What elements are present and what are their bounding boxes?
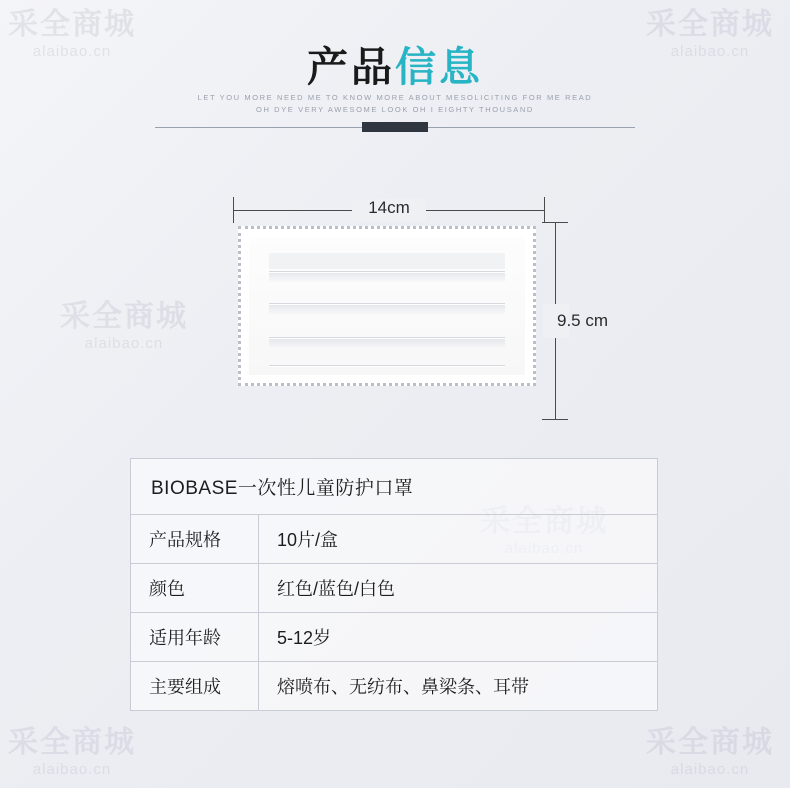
mask-body xyxy=(249,237,525,375)
mask-pleat xyxy=(269,365,505,366)
height-dimension xyxy=(541,222,621,420)
height-label: 9.5 cm xyxy=(557,311,609,330)
spec-key: 颜色 xyxy=(131,564,259,612)
product-diagram xyxy=(225,196,620,426)
spec-value: 红色/蓝色/白色 xyxy=(277,579,396,599)
page-title-accent: 信息 xyxy=(395,44,483,90)
spec-key: 产品规格 xyxy=(131,515,259,563)
product-name: BIOBASE一次性儿童防护口罩 xyxy=(151,478,414,499)
page-subtitle-line2: OH DYE VERY AWESOME LOOK OH I EIGHTY THOUSAND xyxy=(256,104,534,114)
mask-pleat xyxy=(269,337,505,338)
watermark-cn: 采全商城 xyxy=(646,8,774,41)
watermark-en: alaibao.cn xyxy=(32,760,112,778)
spec-value: 5-12岁 xyxy=(277,628,332,648)
page-header xyxy=(0,0,790,150)
spec-title-row xyxy=(131,459,657,515)
watermark-cn: 采全商城 xyxy=(646,726,774,760)
watermark-en: alaibao.cn xyxy=(84,334,164,352)
spec-value: 10片/盒 xyxy=(277,530,339,550)
table-row xyxy=(131,564,657,613)
watermark-cn: 采全商城 xyxy=(60,300,188,333)
watermark-cn: 采全商城 xyxy=(8,8,136,41)
watermark xyxy=(646,726,774,778)
table-row xyxy=(131,613,657,662)
mask-nose-bar xyxy=(269,253,505,269)
watermark-en: alaibao.cn xyxy=(32,42,112,60)
spec-value: 熔喷布、无纺布、鼻梁条、耳带 xyxy=(277,677,529,697)
spec-key: 适用年龄 xyxy=(131,613,259,661)
watermark-en: alaibao.cn xyxy=(670,42,750,60)
header-divider xyxy=(0,122,790,134)
watermark xyxy=(8,726,136,778)
watermark xyxy=(60,300,188,352)
mask-pleat xyxy=(269,271,505,272)
table-row xyxy=(131,515,657,564)
divider-block xyxy=(362,122,428,132)
width-dimension-cap-left xyxy=(233,197,234,223)
table-row xyxy=(131,662,657,710)
width-label: 14cm xyxy=(368,198,410,217)
spec-table xyxy=(130,458,658,711)
height-dimension-cap-bottom xyxy=(542,419,568,420)
page-title-prefix: 产品 xyxy=(307,44,395,90)
mask-pleat xyxy=(269,303,505,304)
mask-pleat-shade xyxy=(269,303,505,315)
width-dimension-cap-right xyxy=(544,197,545,223)
page-subtitle-line1: LET YOU MORE NEED ME TO KNOW MORE ABOUT MESOLICITING FOR ME READ xyxy=(197,93,593,102)
mask-illustration xyxy=(238,226,536,386)
page-subtitle xyxy=(0,92,790,115)
mask-pleat-shade xyxy=(269,337,505,349)
height-dimension-cap-top xyxy=(542,222,568,223)
page-title xyxy=(0,34,790,93)
width-dimension xyxy=(233,196,545,224)
watermark-cn: 采全商城 xyxy=(8,726,136,760)
watermark-en: alaibao.cn xyxy=(670,760,750,778)
spec-key: 主要组成 xyxy=(131,662,259,710)
mask-pleat-shade xyxy=(269,271,505,283)
